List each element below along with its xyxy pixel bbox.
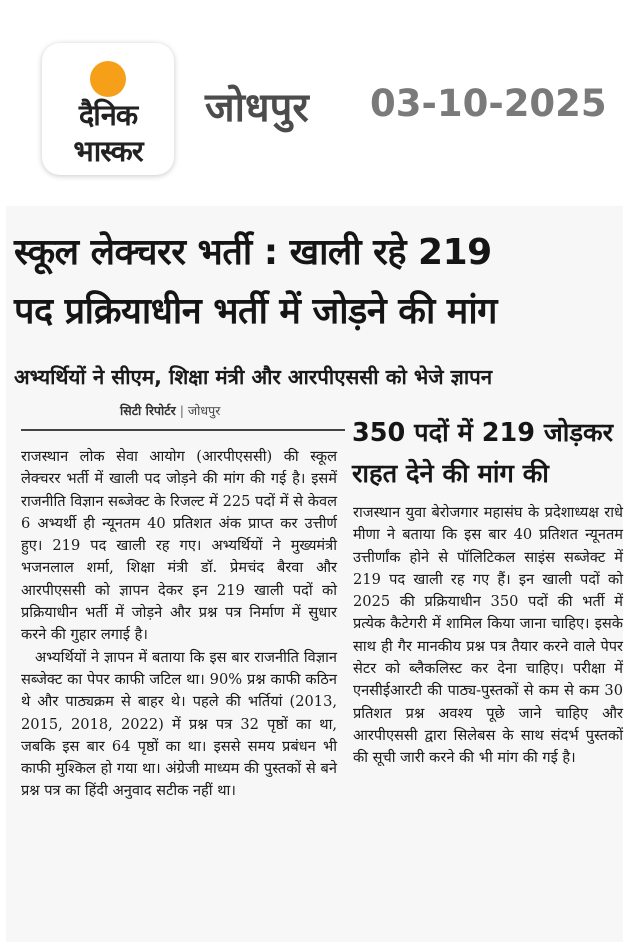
logo-text-line2: भास्कर bbox=[73, 134, 143, 168]
right-heading-line-1: 350 पदों में 219 जोड़कर bbox=[352, 418, 614, 448]
right-heading-line-2: राहत देने की मांग की bbox=[352, 459, 549, 489]
logo-text-line1: दैनिक bbox=[78, 98, 138, 132]
byline-separator: | bbox=[179, 403, 184, 418]
left-paragraph-2: अभ्यर्थियों ने ज्ञापन में बताया कि इस बार राजनीति विज्ञान सब्जेक्ट का पेपर काफी जटिल था। 90% प्रश्न काफी कठिन थे और पाठ्यक्रम से बाहर थे। पहले की भर्तियां (2013, 2015, 2018, 2022) में प्रश्न पत्र 32 पृष्ठों का था, जबकि इस बार 64 पृष्ठों का था। इससे समय प्रबंधन भी काफी मुश्किल हो गया था। अंग्रेजी माध्यम की पुस्तकों से बने प्रश्न पत्र का हिंदी अनुवाद सटीक नहीं था। bbox=[21, 648, 337, 800]
headline bbox=[14, 223, 619, 341]
edition-city: जोधपुर bbox=[205, 85, 309, 131]
left-paragraph-1: राजस्थान लोक सेवा आयोग (आरपीएससी) की स्कूल लेक्चरर भर्ती में खाली पद जोड़ने की मांग की गई है। इसमें राजनीति विज्ञान सब्जेक्ट के रिजल्ट में 225 पदों में से केवल 6 अभ्यर्थी ही न्यूनतम 40 प्रतिशत अंक प्राप्त कर उत्तीर्ण हुए। 219 पद खाली रह गए। अभ्यर्थियों ने मुख्यमंत्री भजनलाल शर्मा, शिक्षा मंत्री डॉ. प्रेमचंद बैरवा और आरपीएससी को ज्ञापन देकर इन 219 खाली पदों को प्रक्रियाधीन भर्ती में जोड़ने और प्रश्न पत्र निर्माण में सुधार करने की गुहार लगाई है। bbox=[21, 448, 337, 644]
right-paragraph: राजस्थान युवा बेरोजगार महासंघ के प्रदेशाध्यक्ष राधे मीणा ने बताया कि इस बार 40 प्रतिशत न्यूनतम उत्तीर्णांक होने से पॉलिटिकल साइंस सब्जेक्ट में 219 पद खाली रह गए हैं। इन खाली पदों को 2025 की प्रक्रियाधीन 350 पदों की भर्ती में प्रत्येक कैटेगरी में शामिल किया जाना चाहिए। इसके साथ ही गैर मानकीय प्रश्न पत्र तैयार करने वाले पेपर सेटर को ब्लैकलिस्ट कर देना चाहिए। परीक्षा में एनसीईआरटी की पाठ्य-पुस्तकों से कम से कम 30 प्रतिशत प्रश्न अवश्य पूछे जाने चाहिए और आरपीएससी द्वारा सिलेबस के साथ संदर्भ पुस्तकों की सूची जारी करने की भी मांग की गई है। bbox=[353, 504, 623, 767]
byline-reporter: सिटी रिपोर्टर bbox=[120, 403, 176, 418]
header-bar bbox=[0, 0, 627, 200]
byline bbox=[120, 402, 220, 419]
left-column bbox=[21, 446, 337, 803]
headline-line-1: स्कूल लेक्चरर भर्ती : खाली रहे 219 bbox=[14, 232, 492, 273]
column-rule bbox=[21, 429, 345, 431]
headline-line-2: पद प्रक्रियाधीन भर्ती में जोड़ने की मांग bbox=[14, 291, 497, 332]
edition-date: 03-10-2025 bbox=[370, 82, 607, 125]
right-column bbox=[353, 502, 623, 770]
byline-city: जोधपुर bbox=[187, 403, 221, 418]
sun-icon bbox=[90, 61, 126, 97]
sub-headline: अभ्यर्थियों ने सीएम, शिक्षा मंत्री और आरपीएससी को भेजे ज्ञापन bbox=[14, 365, 493, 389]
right-column-heading bbox=[352, 413, 624, 495]
dainik-bhaskar-logo bbox=[42, 43, 174, 175]
